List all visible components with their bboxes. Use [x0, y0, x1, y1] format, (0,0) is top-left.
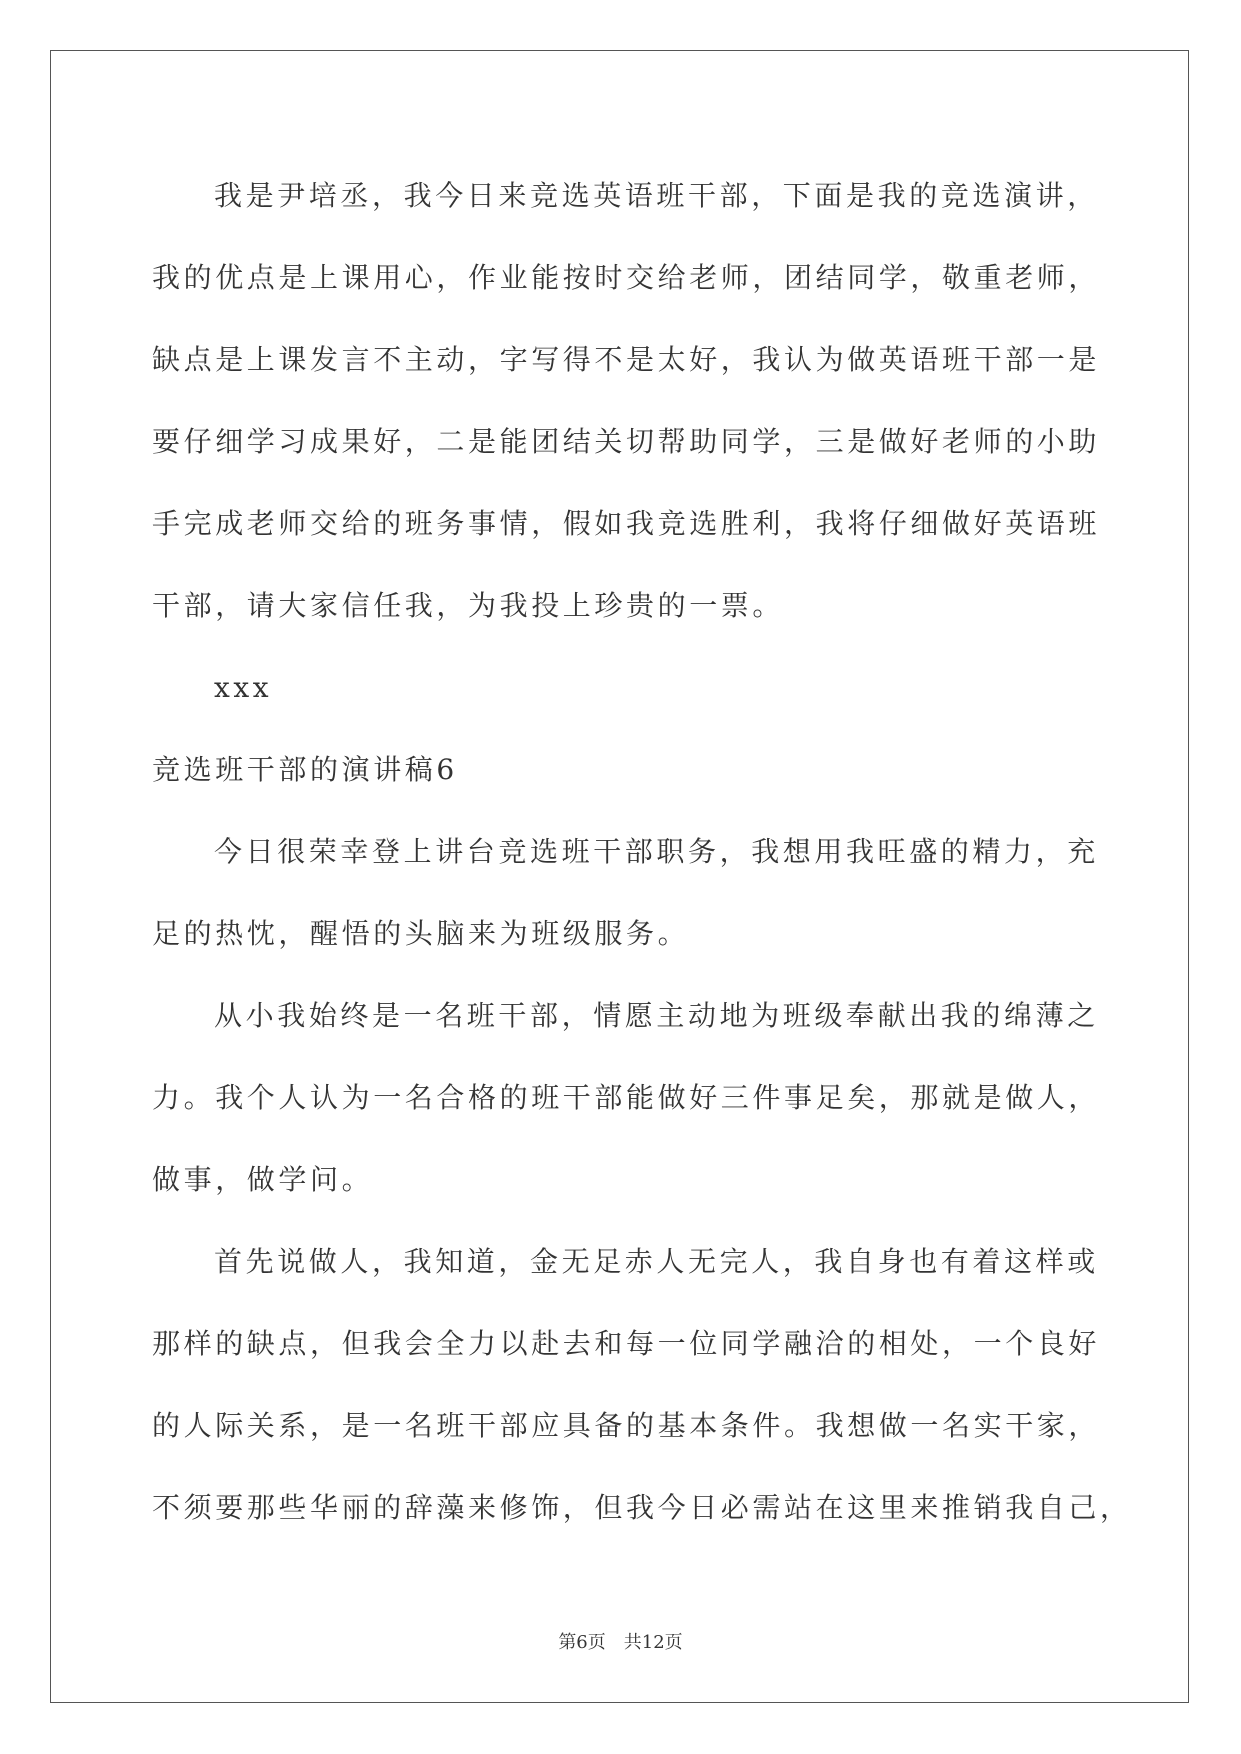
text-line: 不须要那些华丽的辞藻来修饰，但我今日必需站在这里来推销我自己， — [152, 1491, 1132, 1524]
page-number-footer: 第6页 共12页 — [558, 1632, 683, 1653]
text-line: 首先说做人，我知道，金无足赤人无完人，我自身也有着这样或 — [214, 1245, 1099, 1278]
text-line: 的人际关系，是一名班干部应具备的基本条件。我想做一名实干家， — [152, 1409, 1101, 1442]
text-line: 做事，做学问。 — [152, 1163, 374, 1196]
text-line: 力。我个人认为一名合格的班干部能做好三件事足矣，那就是做人， — [152, 1081, 1101, 1114]
text-line: 足的热忱，醒悟的头脑来为班级服务。 — [152, 917, 690, 950]
text-line: 竞选班干部的演讲稿6 — [152, 753, 458, 786]
text-line: 从小我始终是一名班干部，情愿主动地为班级奉献出我的绵薄之 — [214, 999, 1099, 1032]
text-line: 缺点是上课发言不主动，字写得不是太好，我认为做英语班干部一是 — [152, 343, 1101, 376]
text-line: 干部，请大家信任我，为我投上珍贵的一票。 — [152, 589, 785, 622]
document-body — [152, 155, 1132, 1549]
text-line: 我的优点是上课用心，作业能按时交给老师，团结同学，敬重老师， — [152, 261, 1101, 294]
text-line: 手完成老师交给的班务事情，假如我竞选胜利，我将仔细做好英语班 — [152, 507, 1101, 540]
text-line: 要仔细学习成果好，二是能团结关切帮助同学，三是做好老师的小助 — [152, 425, 1101, 458]
text-line: 今日很荣幸登上讲台竞选班干部职务，我想用我旺盛的精力，充 — [214, 835, 1099, 868]
text-line: 我是尹培丞，我今日来竞选英语班干部，下面是我的竞选演讲， — [214, 179, 1099, 212]
text-line: xxx — [214, 671, 273, 704]
text-line: 那样的缺点，但我会全力以赴去和每一位同学融洽的相处，一个良好 — [152, 1327, 1101, 1360]
